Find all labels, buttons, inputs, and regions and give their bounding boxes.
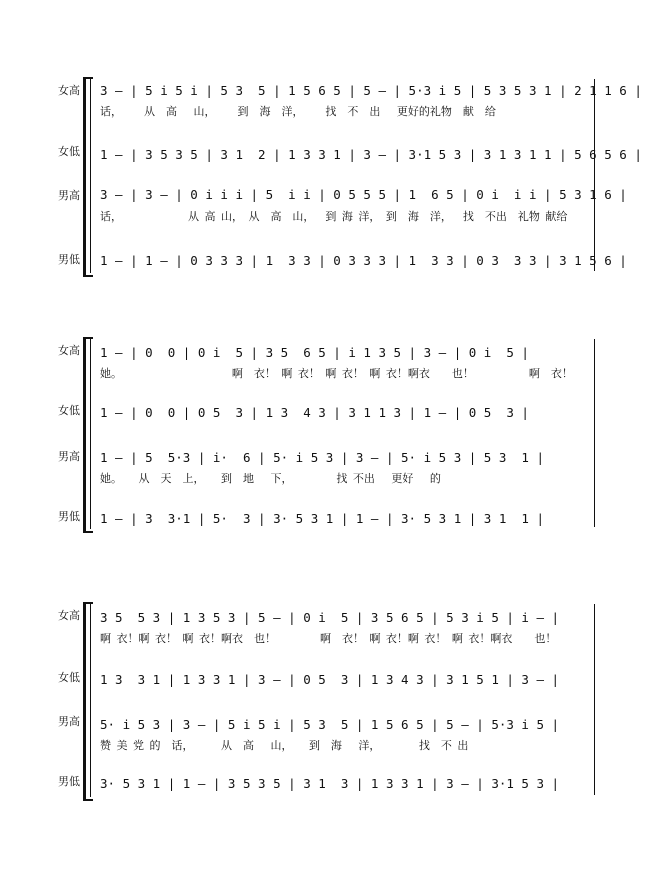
- voice-notes: 1 — | 1 — | 0 3 3 3 | 1 3 3 | 0 3 3 3 | 1 3 3 | 0 3 3 3 | 3 1 5 6 |: [100, 253, 627, 268]
- voice-notes: 1 — | 5 5·3 | i· 6 | 5· i 5 3 | 3 — | 5· i 5 3 | 5 3 1 |: [100, 450, 545, 465]
- voice-label: 男高: [58, 715, 80, 728]
- voice-label: 女高: [58, 84, 80, 97]
- voice-label: 男低: [58, 775, 80, 788]
- system-bracket: [83, 337, 93, 533]
- system-bracket: [83, 77, 93, 277]
- system-barline-start: [90, 602, 91, 797]
- voice-notes: 3 — | 5 i 5 i | 5 3 5 | 1 5 6 5 | 5 — | 5·3 i 5 | 5 3 5 3 1 | 2 1 1 6 |: [100, 83, 642, 98]
- voice-label: 女低: [58, 404, 80, 417]
- voice-notes: 1 3 3 1 | 1 3 3 1 | 3 — | 0 5 3 | 1 3 4 3 | 3 1 5 1 | 3 — |: [100, 672, 560, 687]
- voice-label: 女高: [58, 609, 80, 622]
- score-system-1: [0, 75, 667, 280]
- voice-lyrics: 啊 衣！啊 衣！ 啊 衣！啊衣 也！ 啊 衣！ 啊 衣！啊 衣！ 啊 衣！啊衣 也！: [100, 632, 557, 645]
- voice-label: 男低: [58, 510, 80, 523]
- voice-lyrics: 话， 从 高 山， 从 高 山， 到 海 洋， 到 海 洋， 找 不出 礼物 献给: [100, 210, 568, 223]
- voice-label: 男高: [58, 450, 80, 463]
- voice-lyrics: 话， 从 高 山， 到 海 洋， 找 不 出 更好的礼物 献 给: [100, 105, 496, 118]
- voice-label: 女低: [58, 145, 80, 158]
- voice-notes: 1 — | 0 0 | 0 i 5 | 3 5 6 5 | i 1 3 5 | 3 — | 0 i 5 |: [100, 345, 529, 360]
- voice-label: 女低: [58, 671, 80, 684]
- voice-lyrics: 赞 美 党 的 话， 从 高 山， 到 海 洋， 找 不 出: [100, 739, 469, 752]
- voice-lyrics: 她。 啊 衣！ 啊 衣！ 啊 衣！ 啊 衣！啊衣 也！ 啊 衣！: [100, 367, 573, 380]
- voice-lyrics: 她。 从 天 上， 到 地 下， 找 不出 更好 的: [100, 472, 441, 485]
- system-barline-end: [594, 604, 595, 795]
- voice-notes: 1 — | 3 5 3 5 | 3 1 2 | 1 3 3 1 | 3 — | 3·1 5 3 | 3 1 3 1 1 | 5 6 5 6 |: [100, 147, 642, 162]
- voice-label: 女高: [58, 344, 80, 357]
- voice-label: 男高: [58, 189, 80, 202]
- score-system-3: [0, 600, 667, 805]
- voice-notes: 5· i 5 3 | 3 — | 5 i 5 i | 5 3 5 | 1 5 6 5 | 5 — | 5·3 i 5 |: [100, 717, 560, 732]
- system-barline-start: [90, 337, 91, 529]
- system-barline-start: [90, 77, 91, 273]
- score-system-2: [0, 335, 667, 535]
- voice-notes: 3· 5 3 1 | 1 — | 3 5 3 5 | 3 1 3 | 1 3 3 1 | 3 — | 3·1 5 3 |: [100, 776, 560, 791]
- system-barline-end: [594, 339, 595, 527]
- voice-notes: 3 5 5 3 | 1 3 5 3 | 5 — | 0 i 5 | 3 5 6 5 | 5 3 i 5 | i — |: [100, 610, 560, 625]
- voice-notes: 1 — | 3 3·1 | 5· 3 | 3· 5 3 1 | 1 — | 3· 5 3 1 | 3 1 1 |: [100, 511, 545, 526]
- voice-notes: 3 — | 3 — | 0 i i i | 5 i i | 0 5 5 5 | 1 6 5 | 0 i i i | 5 3 1 6 |: [100, 187, 627, 202]
- voice-notes: 1 — | 0 0 | 0 5 3 | 1 3 4 3 | 3 1 1 3 | 1 — | 0 5 3 |: [100, 405, 529, 420]
- system-bracket: [83, 602, 93, 801]
- system-barline-end: [594, 79, 595, 271]
- voice-label: 男低: [58, 253, 80, 266]
